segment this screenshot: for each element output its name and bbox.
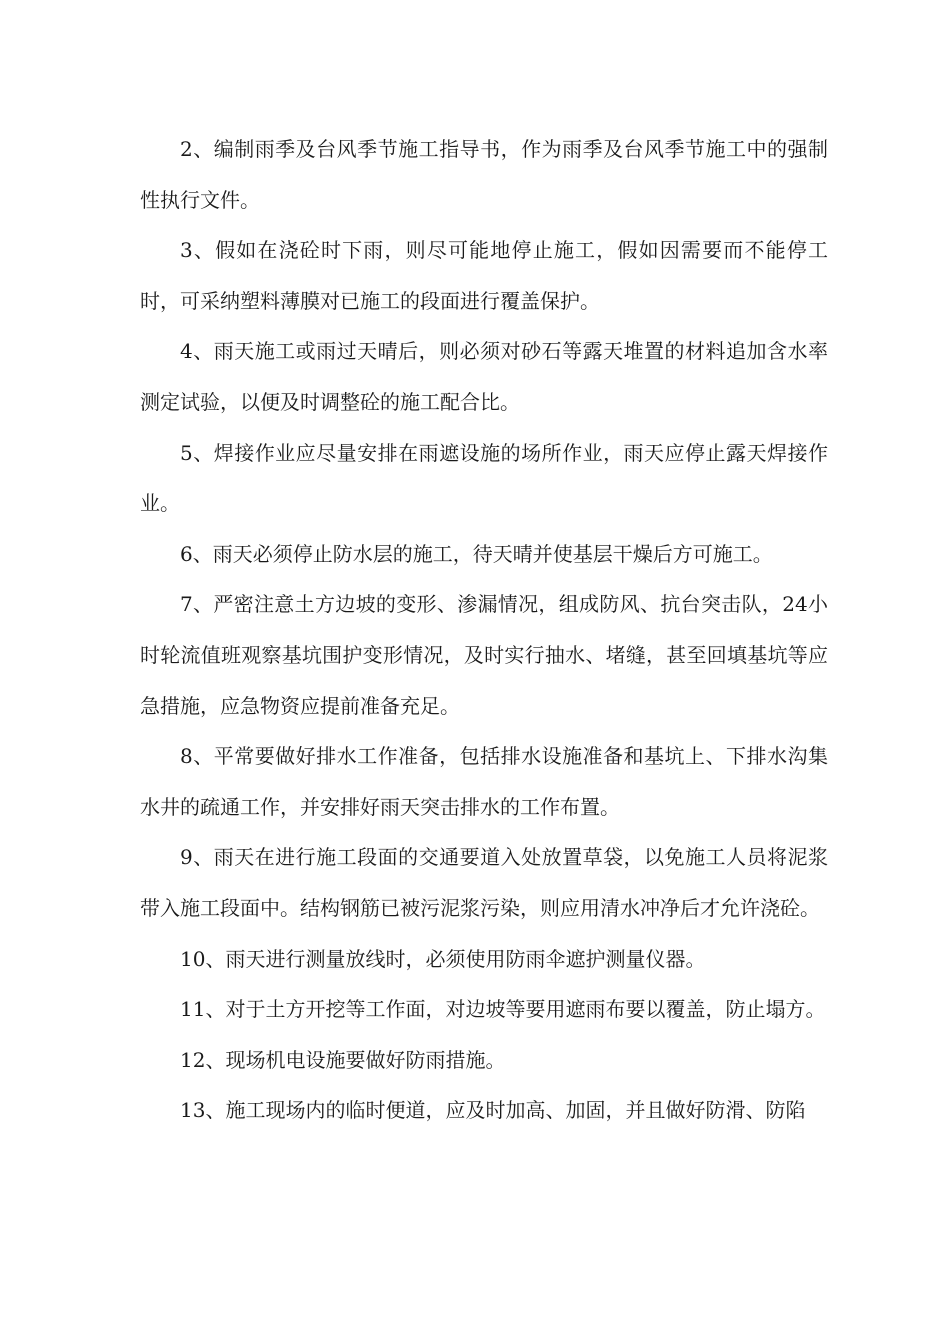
paragraph-3: 3、假如在浇砼时下雨，则尽可能地停止施工，假如因需要而不能停工时，可采纳塑料薄膜对已施工的段面进行覆盖保护。: [140, 238, 828, 313]
paragraph-11: 11、对于土方开挖等工作面，对边坡等要用遮雨布要以覆盖，防止塌方。: [180, 997, 826, 1022]
document-body: [140, 124, 828, 1136]
paragraph-10: 10、雨天进行测量放线时，必须使用防雨伞遮护测量仪器。: [180, 946, 706, 971]
paragraph-6: 6、雨天必须停止防水层的施工，待天晴并使基层干燥后方可施工。: [180, 541, 773, 566]
paragraph-12: 12、现场机电设施要做好防雨措施。: [180, 1047, 506, 1072]
paragraph-9: 9、雨天在进行施工段面的交通要道入处放置草袋，以免施工人员将泥浆带入施工段面中。结构钢筋已被污泥浆污染，则应用清水冲净后才允许浇砼。: [140, 845, 828, 920]
paragraph-4: 4、雨天施工或雨过天晴后，则必须对砂石等露天堆置的材料追加含水率测定试验，以便及时调整砼的施工配合比。: [140, 339, 828, 414]
paragraph-5: 5、焊接作业应尽量安排在雨遮设施的场所作业，雨天应停止露天焊接作业。: [140, 440, 828, 516]
paragraph-7: 7、严密注意土方边坡的变形、渗漏情况，组成防风、抗台突击队，24小时轮流值班观察基坑围护变形情况，及时实行抽水、堵缝，甚至回填基坑等应急措施，应急物资应提前准备充足。: [140, 592, 828, 718]
paragraph-2: 2、编制雨季及台风季节施工指导书，作为雨季及台风季节施工中的强制性执行文件。: [140, 137, 828, 212]
paragraph-13: 13、施工现场内的临时便道，应及时加高、加固，并且做好防滑、防陷: [180, 1098, 806, 1123]
paragraph-8: 8、平常要做好排水工作准备，包括排水设施准备和基坑上、下排水沟集水井的疏通工作，并安排好雨天突击排水的工作布置。: [140, 744, 828, 819]
